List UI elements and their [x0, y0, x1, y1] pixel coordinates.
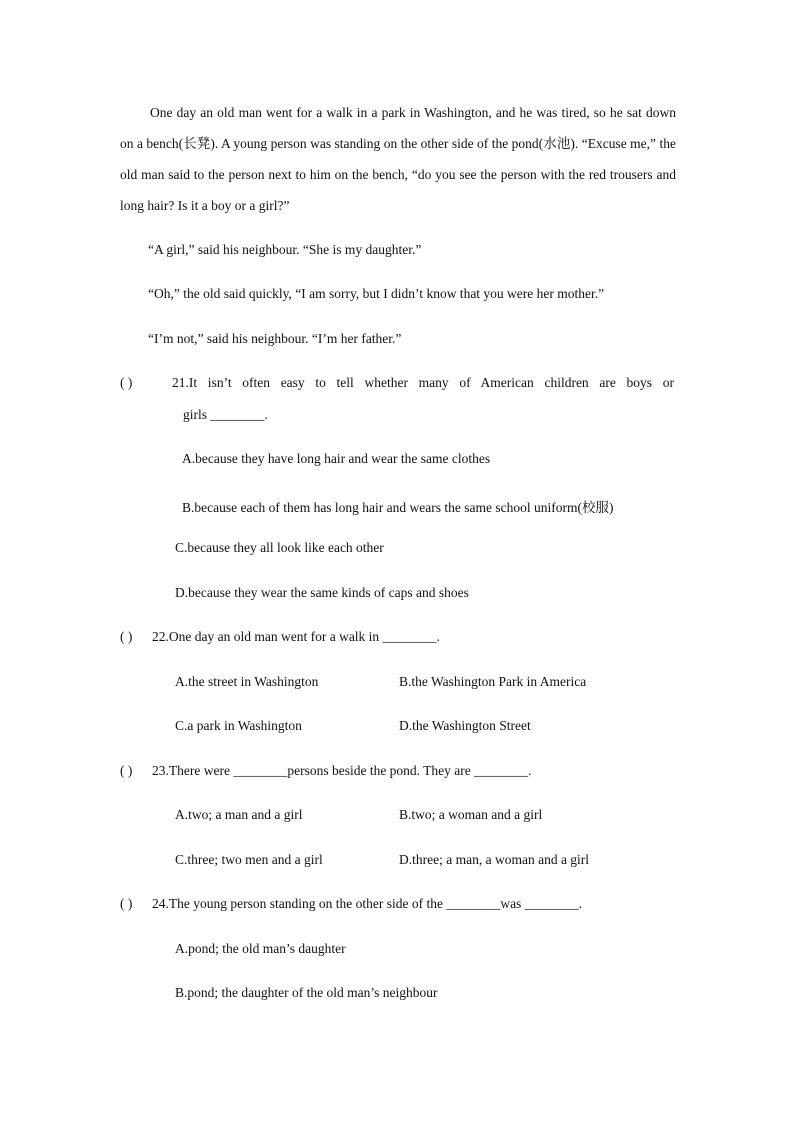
passage-paragraph-1: One day an old man went for a walk in a park in Washington, and he was tired, so he sat down on a bench(长凳). A young person was standing on the other side of the pond(水池). “Excuse me,” the old man said to the person next to him on the bench, “do you see the person with the red trousers and long hair? Is it a boy or a girl?”: [120, 105, 676, 213]
question-23-option-d: D.three; a man, a woman and a girl: [399, 852, 590, 867]
passage-paragraph-4: “I’m not,” said his neighbour. “I’m her father.”: [148, 331, 402, 346]
question-24-option-b: B.pond; the daughter of the old man’s neighbour: [175, 985, 438, 1000]
question-24-option-a: A.pond; the old man’s daughter: [175, 941, 346, 956]
question-21-stem-cont: girls ________.: [183, 407, 268, 422]
question-24-stem: 24.The young person standing on the other side of the ________was ________.: [152, 896, 583, 911]
question-21-option-a: A.because they have long hair and wear the same clothes: [182, 451, 491, 466]
question-23-stem: 23.There were ________persons beside the pond. They are ________.: [152, 763, 532, 778]
answer-blank-21[interactable]: ( ): [120, 375, 133, 390]
question-21-option-b: B.because each of them has long hair and wears the same school uniform(校服): [182, 500, 614, 515]
question-22-option-a: A.the street in Washington: [175, 674, 319, 689]
question-22-option-d: D.the Washington Street: [399, 718, 531, 733]
question-21-stem: 21.It isn’t often easy to tell whether many of American children are boys or: [172, 375, 674, 390]
question-23-option-b: B.two; a woman and a girl: [399, 807, 543, 822]
passage-paragraph-3: “Oh,” the old said quickly, “I am sorry, but I didn’t know that you were her mother.”: [148, 286, 605, 301]
question-21-option-c: C.because they all look like each other: [175, 540, 384, 555]
answer-blank-22[interactable]: ( ): [120, 629, 133, 644]
question-22-option-b: B.the Washington Park in America: [399, 674, 587, 689]
answer-blank-23[interactable]: ( ): [120, 763, 133, 778]
passage-paragraph-2: “A girl,” said his neighbour. “She is my daughter.”: [148, 242, 422, 257]
question-22-stem: 22.One day an old man went for a walk in ________.: [152, 629, 440, 644]
question-21-option-d: D.because they wear the same kinds of caps and shoes: [175, 585, 469, 600]
question-23-option-a: A.two; a man and a girl: [175, 807, 303, 822]
answer-blank-24[interactable]: ( ): [120, 896, 133, 911]
question-22-option-c: C.a park in Washington: [175, 718, 302, 733]
question-23-option-c: C.three; two men and a girl: [175, 852, 323, 867]
